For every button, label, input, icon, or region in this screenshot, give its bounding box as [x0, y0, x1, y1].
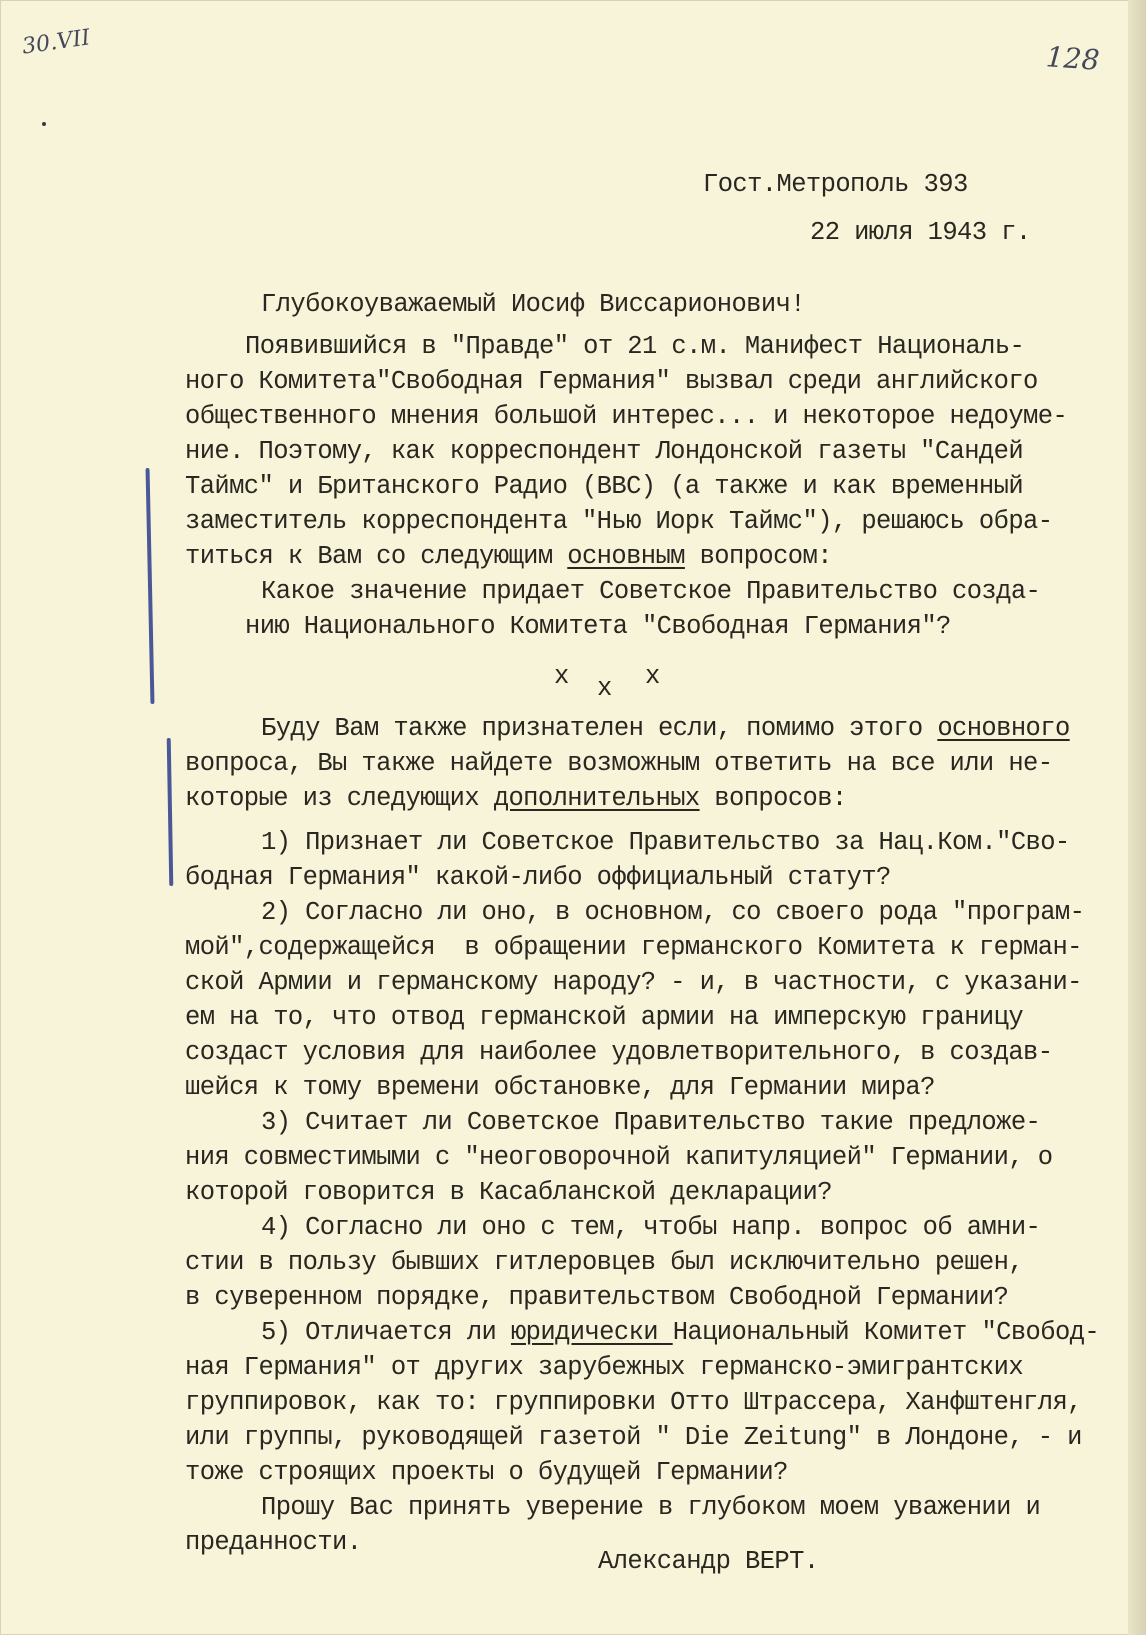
- paragraph1-line: Таймс" и Британского Радио (BBC) (а также и как временный: [185, 472, 1024, 501]
- text-segment: которые из следующих: [185, 784, 494, 813]
- underlined-word: основного: [937, 714, 1070, 743]
- question-line: шейся к тому времени обстановке, для Германии мира?: [185, 1073, 935, 1102]
- separator-center: x: [597, 674, 612, 703]
- question-line: ской Армии и германскому народу? - и, в частности, с указани-: [185, 968, 1082, 997]
- header-date: 22 июля 1943 г.: [810, 218, 1031, 247]
- margin-mark-main-question: [146, 468, 155, 704]
- underlined-word: юридически: [510, 1318, 673, 1347]
- ink-dot: [42, 122, 46, 126]
- text-segment: Национальный Комитет "Свобод-: [672, 1318, 1100, 1347]
- handwritten-page-number: 128: [1044, 40, 1101, 77]
- question-line: [261, 1316, 1099, 1350]
- text-segment: Буду Вам также признателен если, помимо этого: [261, 714, 938, 743]
- paragraph1-line: ного Комитета"Свободная Германия" вызвал среди английского: [185, 367, 1038, 396]
- text-segment: 5) Отличается ли: [261, 1318, 511, 1347]
- question-line: 4) Согласно ли оно с тем, чтобы напр. вопрос об амни-: [261, 1213, 1041, 1242]
- paragraph1-line: [185, 540, 832, 574]
- question-line: создаст условия для наиболее удовлетворительного, в создав-: [185, 1038, 1053, 1067]
- main-question-line: Какое значение придает Советское Правительство созда-: [261, 577, 1041, 606]
- closing-line: Прошу Вас принять уверение в глубоком моем уважении и: [261, 1493, 1041, 1522]
- paragraph1-line: Появившийся в "Правде" от 21 с.м. Манифест Националь-: [245, 332, 1025, 361]
- paragraph1-line: ние. Поэтому, как корреспондент Лондонской газеты "Сандей: [185, 437, 1024, 466]
- separator-right: x: [645, 662, 660, 691]
- question-line: ная Германия" от других зарубежных германско-эмигрантских: [185, 1353, 1024, 1382]
- text-segment: вопросов:: [699, 784, 847, 813]
- question-line: или группы, руководящей газетой " Die Zeitung" в Лондоне, - и: [185, 1423, 1082, 1452]
- question-line: бодная Германия" какой-либо оффициальный статут?: [185, 863, 891, 892]
- salutation: Глубокоуважаемый Иосиф Виссарионович!: [261, 290, 805, 319]
- handwritten-date-mark: 30.VII: [20, 25, 92, 60]
- underlined-word: основным: [567, 542, 685, 571]
- paragraph2-line: [185, 782, 847, 816]
- paragraph2-line: [261, 712, 1070, 746]
- page-edge-shadow: [1128, 0, 1146, 1635]
- signature: Александр ВЕРТ.: [598, 1547, 819, 1576]
- question-line: 2) Согласно ли оно, в основном, со своего рода "програм-: [261, 898, 1085, 927]
- question-line: тоже строящих проекты о будущей Германии?: [185, 1458, 788, 1487]
- closing-line: преданности.: [185, 1528, 362, 1557]
- main-question-line: нию Национального Комитета "Свободная Германия"?: [245, 612, 951, 641]
- question-line: группировок, как то: группировки Отто Штрассера, Ханфштенгля,: [185, 1388, 1082, 1417]
- text-segment: вопросом:: [684, 542, 832, 571]
- paragraph1-line: общественного мнения большой интерес... и некоторое недоуме-: [185, 402, 1068, 431]
- question-line: ем на то, что отвод германской армии на имперскую границу: [185, 1003, 1024, 1032]
- question-line: которой говорится в Касабланской декларации?: [185, 1178, 832, 1207]
- question-line: 3) Считает ли Советское Правительство такие предложе-: [261, 1108, 1041, 1137]
- paragraph1-line: заместитель корреспондента "Нью Иорк Таймс"), решаюсь обра-: [185, 507, 1053, 536]
- text-segment: титься к Вам со следующим: [185, 542, 568, 571]
- margin-mark-additional-questions: [167, 738, 174, 886]
- question-line: 1) Признает ли Советское Правительство за Нац.Ком."Сво-: [261, 828, 1070, 857]
- header-address: Гост.Метрополь 393: [703, 170, 968, 199]
- question-line: в суверенном порядке, правительством Свободной Германии?: [185, 1283, 1009, 1312]
- question-line: стии в пользу бывших гитлеровцев был исключительно решен,: [185, 1248, 1024, 1277]
- underlined-word: дополнительных: [493, 784, 700, 813]
- separator-left: x: [554, 662, 569, 691]
- paragraph2-line: вопроса, Вы также найдете возможным ответить на все или не-: [185, 749, 1053, 778]
- question-line: ния совместимыми с "неоговорочной капитуляцией" Германии, о: [185, 1143, 1053, 1172]
- question-line: мой",содержащейся в обращении германского Комитета к герман-: [185, 933, 1082, 962]
